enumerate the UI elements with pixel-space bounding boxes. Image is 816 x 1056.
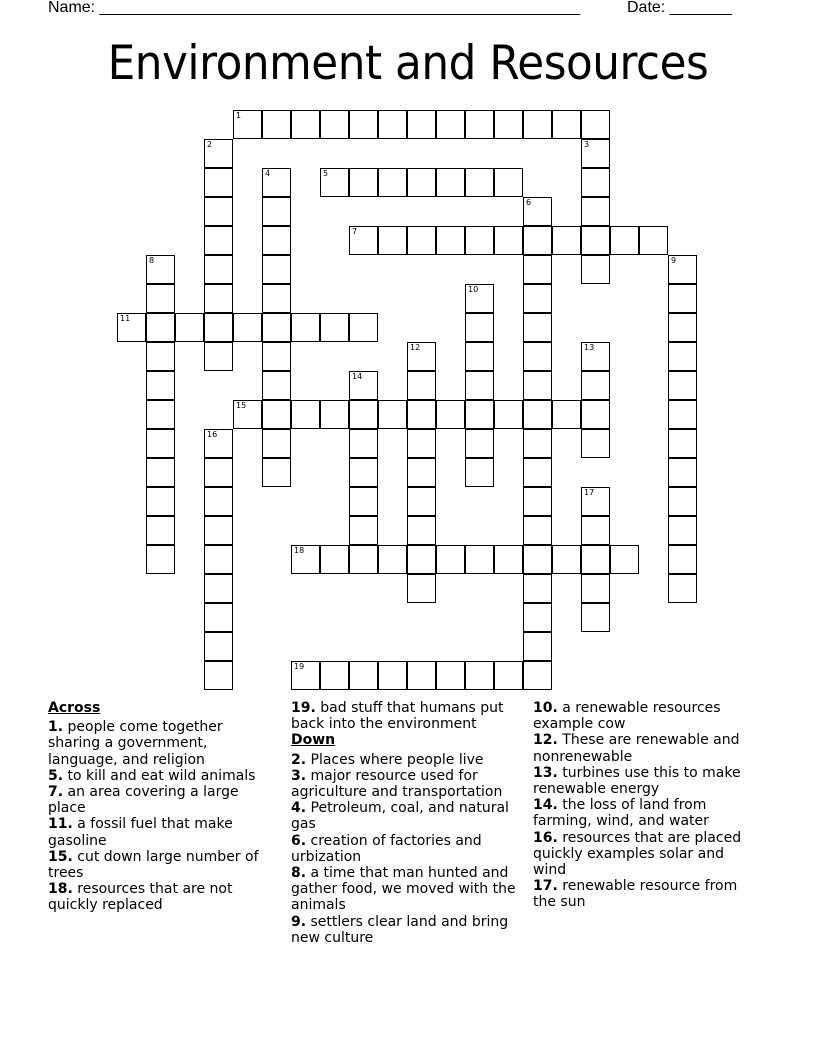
grid-cell[interactable] [320, 168, 349, 197]
clue-number: 19. [291, 700, 316, 716]
clue-number: 12. [533, 732, 558, 749]
grid-cell[interactable] [494, 661, 523, 690]
clue-number-label: 16 [207, 430, 218, 439]
grid-cell[interactable] [523, 284, 552, 313]
grid-cell[interactable] [407, 516, 436, 545]
clue-down-12 [533, 732, 758, 764]
grid-cell[interactable] [262, 429, 291, 458]
grid-cell[interactable] [465, 313, 494, 342]
grid-cell[interactable] [146, 516, 175, 545]
grid-cell[interactable] [204, 632, 233, 661]
grid-cell[interactable] [523, 226, 552, 255]
grid-cell[interactable] [262, 168, 291, 197]
grid-cell[interactable] [407, 400, 436, 429]
grid-cell[interactable] [494, 545, 523, 574]
clue-number: 8. [291, 865, 307, 882]
clue-number: 17. [533, 878, 558, 895]
grid-cell[interactable] [639, 226, 668, 255]
grid-cell[interactable] [523, 574, 552, 603]
grid-cell[interactable] [204, 139, 233, 168]
grid-cell[interactable] [581, 168, 610, 197]
clue-text: These are renewable and nonrenewable [533, 732, 740, 765]
grid-cell[interactable] [465, 110, 494, 139]
grid-cell[interactable] [465, 342, 494, 371]
grid-cell[interactable] [436, 400, 465, 429]
clue-down-14 [533, 797, 758, 829]
clue-number-label: 17 [584, 488, 595, 497]
grid-cell[interactable] [668, 458, 697, 487]
name-field-label: Name: ______________________________________________________ [48, 0, 581, 16]
grid-cell[interactable] [523, 371, 552, 400]
clue-number: 13. [533, 764, 558, 781]
grid-cell[interactable] [407, 168, 436, 197]
clue-number-label: 6 [526, 198, 532, 207]
grid-cell[interactable] [523, 516, 552, 545]
grid-cell[interactable] [523, 661, 552, 690]
grid-cell[interactable] [262, 284, 291, 313]
grid-cell[interactable] [291, 400, 320, 429]
clue-across-5 [48, 768, 273, 784]
clue-text: Petroleum, coal, and natural gas [291, 800, 509, 833]
grid-cell[interactable] [436, 168, 465, 197]
grid-cell[interactable] [204, 197, 233, 226]
grid-cell[interactable] [581, 139, 610, 168]
grid-cell[interactable] [146, 255, 175, 284]
grid-cell[interactable] [668, 400, 697, 429]
grid-cell[interactable] [523, 342, 552, 371]
grid-cell[interactable] [552, 110, 581, 139]
clue-text: settlers clear land and bring new culture [291, 913, 509, 946]
across-heading: Across [48, 700, 101, 716]
clue-text: a fossil fuel that make gasoline [48, 816, 233, 849]
clue-number: 10. [533, 700, 558, 716]
grid-cell[interactable] [523, 255, 552, 284]
clue-number-label: 12 [410, 343, 421, 352]
grid-cell[interactable] [349, 371, 378, 400]
grid-cell[interactable] [291, 545, 320, 574]
clue-text: Places where people live [306, 751, 484, 768]
clue-down-3 [291, 768, 521, 800]
grid-cell[interactable] [523, 545, 552, 574]
clue-number: 16. [533, 829, 558, 846]
clue-number-label: 2 [207, 140, 213, 149]
grid-cell[interactable] [349, 487, 378, 516]
clue-number-label: 8 [149, 256, 155, 265]
grid-cell[interactable] [349, 661, 378, 690]
clue-down-2 [291, 752, 521, 768]
grid-cell[interactable] [668, 284, 697, 313]
grid-cell[interactable] [233, 313, 262, 342]
grid-cell[interactable] [146, 284, 175, 313]
clue-number: 14. [533, 797, 558, 814]
clue-across-19 [291, 700, 521, 732]
grid-cell[interactable] [581, 226, 610, 255]
grid-cell[interactable] [407, 661, 436, 690]
grid-cell[interactable] [465, 429, 494, 458]
clue-number-label: 3 [584, 140, 590, 149]
clue-text: bad stuff that humans put back into the environment [291, 700, 504, 733]
grid-cell[interactable] [204, 458, 233, 487]
grid-cell[interactable] [291, 661, 320, 690]
grid-cell[interactable] [349, 400, 378, 429]
grid-cell[interactable] [668, 429, 697, 458]
clue-number-label: 1 [236, 111, 242, 120]
clue-number-label: 13 [584, 343, 595, 352]
clue-number-label: 9 [671, 256, 677, 265]
grid-cell[interactable] [262, 313, 291, 342]
grid-cell[interactable] [262, 110, 291, 139]
grid-cell[interactable] [552, 226, 581, 255]
clue-number: 7. [48, 784, 64, 801]
clue-down-10 [533, 700, 758, 732]
clue-across-1 [48, 719, 273, 768]
grid-cell[interactable] [204, 255, 233, 284]
grid-cell[interactable] [668, 255, 697, 284]
grid-cell[interactable] [146, 313, 175, 342]
grid-cell[interactable] [146, 342, 175, 371]
grid-cell[interactable] [668, 342, 697, 371]
grid-cell[interactable] [436, 226, 465, 255]
grid-cell[interactable] [581, 371, 610, 400]
grid-cell[interactable] [204, 342, 233, 371]
clue-down-17 [533, 878, 758, 910]
grid-cell[interactable] [320, 400, 349, 429]
grid-cell[interactable] [523, 603, 552, 632]
grid-cell[interactable] [117, 313, 146, 342]
grid-cell[interactable] [378, 400, 407, 429]
grid-cell[interactable] [407, 487, 436, 516]
grid-cell[interactable] [378, 226, 407, 255]
grid-cell[interactable] [146, 429, 175, 458]
grid-cell[interactable] [320, 545, 349, 574]
grid-cell[interactable] [494, 226, 523, 255]
grid-cell[interactable] [204, 313, 233, 342]
clue-down-16 [533, 830, 758, 879]
clue-number-label: 11 [120, 314, 131, 323]
grid-cell[interactable] [407, 429, 436, 458]
clue-text: to kill and eat wild animals [63, 767, 256, 784]
clue-number: 6. [291, 832, 307, 849]
grid-cell[interactable] [320, 110, 349, 139]
clue-text: cut down large number of trees [48, 848, 259, 882]
clue-number: 18. [48, 881, 73, 898]
grid-cell[interactable] [349, 313, 378, 342]
clues-column-3 [533, 700, 758, 911]
clue-number-label: 19 [294, 662, 305, 671]
grid-cell[interactable] [610, 545, 639, 574]
clue-number-label: 10 [468, 285, 479, 294]
clue-text: resources that are not quickly replaced [48, 881, 233, 914]
grid-cell[interactable] [581, 574, 610, 603]
clue-number: 1. [48, 719, 64, 736]
grid-cell[interactable] [204, 545, 233, 574]
grid-cell[interactable] [349, 545, 378, 574]
grid-cell[interactable] [581, 487, 610, 516]
grid-cell[interactable] [668, 516, 697, 545]
grid-cell[interactable] [581, 545, 610, 574]
grid-cell[interactable] [262, 371, 291, 400]
grid-cell[interactable] [204, 487, 233, 516]
grid-cell[interactable] [494, 400, 523, 429]
grid-cell[interactable] [523, 197, 552, 226]
grid-cell[interactable] [465, 226, 494, 255]
grid-cell[interactable] [204, 168, 233, 197]
clue-number-label: 18 [294, 546, 305, 555]
clue-number: 3. [291, 767, 307, 784]
page-title: Environment and Resources [107, 36, 709, 91]
grid-cell[interactable] [146, 371, 175, 400]
clue-text: renewable resource from the sun [533, 878, 738, 911]
grid-cell[interactable] [204, 603, 233, 632]
grid-cell[interactable] [436, 110, 465, 139]
grid-cell[interactable] [262, 255, 291, 284]
clue-text: people come together sharing a government, language, and religion [48, 719, 223, 768]
grid-cell[interactable] [407, 545, 436, 574]
grid-cell[interactable] [146, 458, 175, 487]
clue-text: the loss of land from farming, wind, and water [533, 797, 709, 830]
grid-cell[interactable] [465, 458, 494, 487]
grid-cell[interactable] [204, 516, 233, 545]
grid-cell[interactable] [465, 284, 494, 313]
down-heading: Down [291, 732, 336, 749]
clue-across-11 [48, 816, 273, 848]
grid-cell[interactable] [204, 429, 233, 458]
grid-cell[interactable] [407, 110, 436, 139]
grid-cell[interactable] [581, 110, 610, 139]
grid-cell[interactable] [349, 168, 378, 197]
clue-text: a renewable resources example cow [533, 700, 721, 733]
grid-cell[interactable] [204, 226, 233, 255]
grid-cell[interactable] [378, 661, 407, 690]
grid-cell[interactable] [523, 400, 552, 429]
grid-cell[interactable] [523, 458, 552, 487]
clue-number: 4. [291, 800, 307, 817]
grid-cell[interactable] [407, 371, 436, 400]
clue-down-13 [533, 765, 758, 797]
grid-cell[interactable] [233, 110, 262, 139]
clue-number-label: 4 [265, 169, 271, 178]
grid-cell[interactable] [175, 313, 204, 342]
clue-across-15 [48, 849, 273, 881]
clue-number-label: 7 [352, 227, 358, 236]
grid-cell[interactable] [436, 661, 465, 690]
grid-cell[interactable] [465, 400, 494, 429]
grid-cell[interactable] [262, 342, 291, 371]
grid-cell[interactable] [523, 110, 552, 139]
clue-number: 2. [291, 751, 307, 768]
clue-number: 9. [291, 913, 307, 930]
clue-number: 5. [48, 767, 64, 784]
grid-cell[interactable] [523, 429, 552, 458]
grid-cell[interactable] [262, 400, 291, 429]
grid-cell[interactable] [581, 197, 610, 226]
clue-text: resources that are placed quickly examples solar and wind [533, 829, 742, 879]
clue-across-18 [48, 881, 273, 913]
grid-cell[interactable] [262, 226, 291, 255]
clue-text: major resource used for agriculture and transportation [291, 767, 503, 801]
grid-cell[interactable] [204, 661, 233, 690]
clues-column-1 [48, 700, 273, 914]
clue-number: 11. [48, 816, 73, 833]
grid-cell[interactable] [610, 226, 639, 255]
grid-cell[interactable] [668, 371, 697, 400]
clue-across-7 [48, 784, 273, 816]
grid-cell[interactable] [523, 632, 552, 661]
grid-cell[interactable] [668, 313, 697, 342]
grid-cell[interactable] [407, 574, 436, 603]
grid-cell[interactable] [581, 342, 610, 371]
grid-cell[interactable] [465, 661, 494, 690]
clue-number-label: 14 [352, 372, 363, 381]
grid-cell[interactable] [320, 313, 349, 342]
grid-cell[interactable] [291, 313, 320, 342]
grid-cell[interactable] [465, 545, 494, 574]
grid-cell[interactable] [552, 545, 581, 574]
grid-cell[interactable] [436, 545, 465, 574]
clue-text: an area covering a large place [48, 784, 239, 817]
grid-cell[interactable] [146, 400, 175, 429]
grid-cell[interactable] [668, 574, 697, 603]
grid-cell[interactable] [581, 516, 610, 545]
grid-cell[interactable] [407, 226, 436, 255]
grid-cell[interactable] [494, 168, 523, 197]
grid-cell[interactable] [378, 110, 407, 139]
grid-cell[interactable] [146, 487, 175, 516]
grid-cell[interactable] [552, 400, 581, 429]
grid-cell[interactable] [291, 110, 320, 139]
grid-cell[interactable] [320, 661, 349, 690]
grid-cell[interactable] [349, 429, 378, 458]
date-field-label: Date: _______ [627, 0, 732, 16]
grid-cell[interactable] [581, 429, 610, 458]
grid-cell[interactable] [523, 313, 552, 342]
clue-number-label: 15 [236, 401, 247, 410]
clue-down-4 [291, 800, 521, 832]
clue-number-label: 5 [323, 169, 329, 178]
clue-down-8 [291, 865, 521, 914]
clue-number: 15. [48, 848, 73, 865]
grid-cell[interactable] [523, 487, 552, 516]
grid-cell[interactable] [204, 574, 233, 603]
grid-cell[interactable] [581, 400, 610, 429]
grid-cell[interactable] [668, 487, 697, 516]
grid-cell[interactable] [378, 545, 407, 574]
grid-cell[interactable] [494, 110, 523, 139]
grid-cell[interactable] [668, 545, 697, 574]
grid-cell[interactable] [204, 284, 233, 313]
grid-cell[interactable] [233, 400, 262, 429]
grid-cell[interactable] [262, 197, 291, 226]
clue-text: a time that man hunted and gather food, we moved with the animals [291, 865, 516, 914]
grid-cell[interactable] [349, 110, 378, 139]
grid-cell[interactable] [465, 168, 494, 197]
clue-down-6 [291, 833, 521, 865]
grid-cell[interactable] [349, 226, 378, 255]
clues-column-2 [291, 700, 521, 946]
clue-text: creation of factories and urbization [291, 832, 482, 865]
grid-cell[interactable] [581, 255, 610, 284]
grid-cell[interactable] [407, 458, 436, 487]
grid-cell[interactable] [407, 342, 436, 371]
grid-cell[interactable] [262, 458, 291, 487]
grid-cell[interactable] [146, 545, 175, 574]
grid-cell[interactable] [465, 371, 494, 400]
clue-down-9 [291, 914, 521, 946]
grid-cell[interactable] [349, 458, 378, 487]
grid-cell[interactable] [349, 516, 378, 545]
grid-cell[interactable] [378, 168, 407, 197]
grid-cell[interactable] [581, 603, 610, 632]
clue-text: turbines use this to make renewable energy [533, 764, 741, 798]
